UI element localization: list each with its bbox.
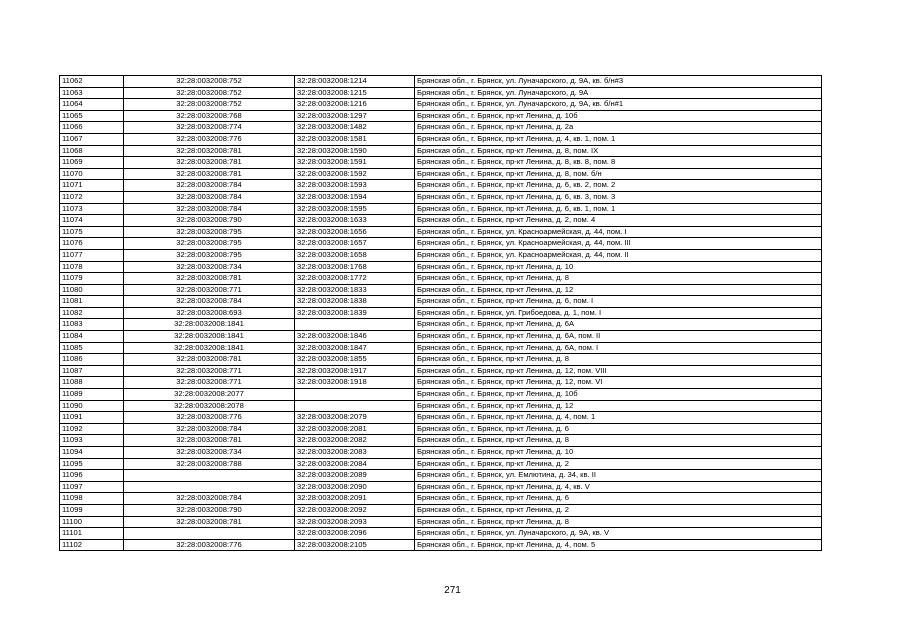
row-number-cell: 11066 [60, 122, 124, 134]
row-number-cell: 11084 [60, 331, 124, 343]
address-cell: Брянская обл., г. Брянск, пр-кт Ленина, д. 8 [415, 354, 822, 366]
address-cell: Брянская обл., г. Брянск, ул. Красноармейская, д. 44, пом. III [415, 238, 822, 250]
parcel-cadastral-number-cell: 32:28:0032008:771 [124, 284, 295, 296]
object-cadastral-number-cell: 32:28:0032008:1917 [295, 365, 415, 377]
table-row [60, 481, 822, 493]
address-cell: Брянская обл., г. Брянск, ул. Луначарского, д. 9А [415, 87, 822, 99]
parcel-cadastral-number-cell: 32:28:0032008:768 [124, 110, 295, 122]
parcel-cadastral-number-cell [124, 528, 295, 540]
row-number-cell: 11092 [60, 423, 124, 435]
table-row [60, 354, 822, 366]
row-number-cell: 11062 [60, 76, 124, 88]
parcel-cadastral-number-cell: 32:28:0032008:774 [124, 122, 295, 134]
table-row [60, 296, 822, 308]
parcel-cadastral-number-cell: 32:28:0032008:693 [124, 307, 295, 319]
row-number-cell: 11077 [60, 249, 124, 261]
row-number-cell: 11067 [60, 133, 124, 145]
address-cell: Брянская обл., г. Брянск, пр-кт Ленина, д. 10 [415, 261, 822, 273]
object-cadastral-number-cell [295, 400, 415, 412]
object-cadastral-number-cell: 32:28:0032008:1482 [295, 122, 415, 134]
parcel-cadastral-number-cell: 32:28:0032008:781 [124, 516, 295, 528]
address-cell: Брянская обл., г. Брянск, пр-кт Ленина, д. 2а [415, 122, 822, 134]
parcel-cadastral-number-cell: 32:28:0032008:781 [124, 273, 295, 285]
parcel-cadastral-number-cell: 32:28:0032008:784 [124, 180, 295, 192]
property-register-table [59, 75, 822, 551]
table-row [60, 412, 822, 424]
row-number-cell: 11096 [60, 470, 124, 482]
object-cadastral-number-cell: 32:28:0032008:2096 [295, 528, 415, 540]
row-number-cell: 11100 [60, 516, 124, 528]
parcel-cadastral-number-cell: 32:28:0032008:752 [124, 99, 295, 111]
parcel-cadastral-number-cell: 32:28:0032008:784 [124, 423, 295, 435]
table-row [60, 273, 822, 285]
row-number-cell: 11097 [60, 481, 124, 493]
address-cell: Брянская обл., г. Брянск, ул. Емлютина, д. 34, кв. II [415, 470, 822, 482]
parcel-cadastral-number-cell: 32:28:0032008:788 [124, 458, 295, 470]
object-cadastral-number-cell: 32:28:0032008:2090 [295, 481, 415, 493]
row-number-cell: 11064 [60, 99, 124, 111]
address-cell: Брянская обл., г. Брянск, пр-кт Ленина, д. 6, кв. 2, пом. 2 [415, 180, 822, 192]
table-row [60, 284, 822, 296]
table-row [60, 516, 822, 528]
parcel-cadastral-number-cell: 32:28:0032008:781 [124, 354, 295, 366]
table-row [60, 435, 822, 447]
object-cadastral-number-cell: 32:28:0032008:1297 [295, 110, 415, 122]
row-number-cell: 11086 [60, 354, 124, 366]
address-cell: Брянская обл., г. Брянск, пр-кт Ленина, д. 10 [415, 447, 822, 459]
object-cadastral-number-cell: 32:28:0032008:1214 [295, 76, 415, 88]
table-row [60, 99, 822, 111]
object-cadastral-number-cell: 32:28:0032008:2081 [295, 423, 415, 435]
table-row [60, 110, 822, 122]
address-cell: Брянская обл., г. Брянск, пр-кт Ленина, д. 4, пом. 5 [415, 539, 822, 551]
row-number-cell: 11085 [60, 342, 124, 354]
row-number-cell: 11098 [60, 493, 124, 505]
table-row [60, 342, 822, 354]
object-cadastral-number-cell: 32:28:0032008:1593 [295, 180, 415, 192]
parcel-cadastral-number-cell: 32:28:0032008:776 [124, 412, 295, 424]
object-cadastral-number-cell: 32:28:0032008:2092 [295, 504, 415, 516]
parcel-cadastral-number-cell: 32:28:0032008:1841 [124, 319, 295, 331]
parcel-cadastral-number-cell: 32:28:0032008:2078 [124, 400, 295, 412]
parcel-cadastral-number-cell: 32:28:0032008:795 [124, 238, 295, 250]
object-cadastral-number-cell: 32:28:0032008:1595 [295, 203, 415, 215]
table-row [60, 423, 822, 435]
table-row [60, 133, 822, 145]
row-number-cell: 11071 [60, 180, 124, 192]
table-row [60, 400, 822, 412]
address-cell: Брянская обл., г. Брянск, пр-кт Ленина, д. 10б [415, 110, 822, 122]
address-cell: Брянская обл., г. Брянск, пр-кт Ленина, д. 2, пом. 4 [415, 215, 822, 227]
address-cell: Брянская обл., г. Брянск, ул. Красноармейская, д. 44, пом. II [415, 249, 822, 261]
row-number-cell: 11081 [60, 296, 124, 308]
address-cell: Брянская обл., г. Брянск, пр-кт Ленина, д. 6, пом. I [415, 296, 822, 308]
parcel-cadastral-number-cell: 32:28:0032008:734 [124, 447, 295, 459]
address-cell: Брянская обл., г. Брянск, пр-кт Ленина, д. 12, пом. VIII [415, 365, 822, 377]
address-cell: Брянская обл., г. Брянск, пр-кт Ленина, д. 8 [415, 516, 822, 528]
address-cell: Брянская обл., г. Брянск, ул. Грибоедова, д. 1, пом. I [415, 307, 822, 319]
parcel-cadastral-number-cell: 32:28:0032008:790 [124, 215, 295, 227]
row-number-cell: 11072 [60, 191, 124, 203]
table-row [60, 389, 822, 401]
parcel-cadastral-number-cell: 32:28:0032008:1841 [124, 331, 295, 343]
row-number-cell: 11091 [60, 412, 124, 424]
parcel-cadastral-number-cell: 32:28:0032008:781 [124, 435, 295, 447]
address-cell: Брянская обл., г. Брянск, пр-кт Ленина, д. 6А, пом. I [415, 342, 822, 354]
object-cadastral-number-cell: 32:28:0032008:1591 [295, 157, 415, 169]
object-cadastral-number-cell: 32:28:0032008:1658 [295, 249, 415, 261]
table-row [60, 249, 822, 261]
object-cadastral-number-cell: 32:28:0032008:2084 [295, 458, 415, 470]
parcel-cadastral-number-cell: 32:28:0032008:784 [124, 296, 295, 308]
table-row [60, 377, 822, 389]
object-cadastral-number-cell: 32:28:0032008:1772 [295, 273, 415, 285]
row-number-cell: 11079 [60, 273, 124, 285]
table-row [60, 76, 822, 88]
table-row [60, 447, 822, 459]
parcel-cadastral-number-cell: 32:28:0032008:752 [124, 76, 295, 88]
object-cadastral-number-cell: 32:28:0032008:2091 [295, 493, 415, 505]
parcel-cadastral-number-cell: 32:28:0032008:2077 [124, 389, 295, 401]
row-number-cell: 11099 [60, 504, 124, 516]
parcel-cadastral-number-cell: 32:28:0032008:784 [124, 191, 295, 203]
address-cell: Брянская обл., г. Брянск, пр-кт Ленина, д. 8, пом. б/н [415, 168, 822, 180]
parcel-cadastral-number-cell: 32:28:0032008:781 [124, 168, 295, 180]
object-cadastral-number-cell: 32:28:0032008:1592 [295, 168, 415, 180]
object-cadastral-number-cell: 32:28:0032008:2105 [295, 539, 415, 551]
table-row [60, 122, 822, 134]
row-number-cell: 11074 [60, 215, 124, 227]
object-cadastral-number-cell [295, 389, 415, 401]
address-cell: Брянская обл., г. Брянск, ул. Луначарского, д. 9А, кв. V [415, 528, 822, 540]
parcel-cadastral-number-cell: 32:28:0032008:790 [124, 504, 295, 516]
parcel-cadastral-number-cell: 32:28:0032008:795 [124, 249, 295, 261]
row-number-cell: 11093 [60, 435, 124, 447]
row-number-cell: 11102 [60, 539, 124, 551]
address-cell: Брянская обл., г. Брянск, ул. Красноармейская, д. 44, пом. I [415, 226, 822, 238]
parcel-cadastral-number-cell: 32:28:0032008:784 [124, 493, 295, 505]
parcel-cadastral-number-cell: 32:28:0032008:784 [124, 203, 295, 215]
parcel-cadastral-number-cell: 32:28:0032008:795 [124, 226, 295, 238]
object-cadastral-number-cell: 32:28:0032008:1594 [295, 191, 415, 203]
row-number-cell: 11069 [60, 157, 124, 169]
address-cell: Брянская обл., г. Брянск, пр-кт Ленина, д. 4, кв. V [415, 481, 822, 493]
row-number-cell: 11070 [60, 168, 124, 180]
address-cell: Брянская обл., г. Брянск, пр-кт Ленина, д. 6, кв. 3, пом. 3 [415, 191, 822, 203]
row-number-cell: 11089 [60, 389, 124, 401]
row-number-cell: 11076 [60, 238, 124, 250]
address-cell: Брянская обл., г. Брянск, пр-кт Ленина, д. 8 [415, 273, 822, 285]
table-row [60, 458, 822, 470]
object-cadastral-number-cell: 32:28:0032008:1768 [295, 261, 415, 273]
register-table-body [60, 76, 822, 551]
address-cell: Брянская обл., г. Брянск, пр-кт Ленина, д. 8, кв. 8, пом. 8 [415, 157, 822, 169]
object-cadastral-number-cell: 32:28:0032008:1838 [295, 296, 415, 308]
object-cadastral-number-cell: 32:28:0032008:2079 [295, 412, 415, 424]
row-number-cell: 11087 [60, 365, 124, 377]
table-row [60, 180, 822, 192]
table-row [60, 307, 822, 319]
object-cadastral-number-cell: 32:28:0032008:1657 [295, 238, 415, 250]
parcel-cadastral-number-cell: 32:28:0032008:1841 [124, 342, 295, 354]
address-cell: Брянская обл., г. Брянск, пр-кт Ленина, д. 2 [415, 458, 822, 470]
object-cadastral-number-cell: 32:28:0032008:1590 [295, 145, 415, 157]
parcel-cadastral-number-cell: 32:28:0032008:752 [124, 87, 295, 99]
table-row [60, 203, 822, 215]
row-number-cell: 11101 [60, 528, 124, 540]
address-cell: Брянская обл., г. Брянск, пр-кт Ленина, д. 8, пом. IX [415, 145, 822, 157]
table-row [60, 238, 822, 250]
parcel-cadastral-number-cell: 32:28:0032008:771 [124, 365, 295, 377]
object-cadastral-number-cell: 32:28:0032008:1847 [295, 342, 415, 354]
object-cadastral-number-cell: 32:28:0032008:1215 [295, 87, 415, 99]
row-number-cell: 11090 [60, 400, 124, 412]
address-cell: Брянская обл., г. Брянск, пр-кт Ленина, д. 10б [415, 389, 822, 401]
row-number-cell: 11095 [60, 458, 124, 470]
page-number: 271 [444, 585, 461, 596]
address-cell: Брянская обл., г. Брянск, ул. Луначарского, д. 9А, кв. б/н#1 [415, 99, 822, 111]
row-number-cell: 11063 [60, 87, 124, 99]
object-cadastral-number-cell: 32:28:0032008:1855 [295, 354, 415, 366]
parcel-cadastral-number-cell: 32:28:0032008:781 [124, 157, 295, 169]
row-number-cell: 11082 [60, 307, 124, 319]
table-row [60, 145, 822, 157]
table-row [60, 319, 822, 331]
table-row [60, 470, 822, 482]
address-cell: Брянская обл., г. Брянск, пр-кт Ленина, д. 2 [415, 504, 822, 516]
object-cadastral-number-cell: 32:28:0032008:2093 [295, 516, 415, 528]
address-cell: Брянская обл., г. Брянск, пр-кт Ленина, д. 6 [415, 493, 822, 505]
address-cell: Брянская обл., г. Брянск, пр-кт Ленина, д. 12 [415, 400, 822, 412]
address-cell: Брянская обл., г. Брянск, пр-кт Ленина, д. 8 [415, 435, 822, 447]
address-cell: Брянская обл., г. Брянск, пр-кт Ленина, д. 12, пом. VI [415, 377, 822, 389]
row-number-cell: 11068 [60, 145, 124, 157]
table-row [60, 226, 822, 238]
object-cadastral-number-cell: 32:28:0032008:2082 [295, 435, 415, 447]
object-cadastral-number-cell [295, 319, 415, 331]
object-cadastral-number-cell: 32:28:0032008:2089 [295, 470, 415, 482]
address-cell: Брянская обл., г. Брянск, пр-кт Ленина, д. 6А, пом. II [415, 331, 822, 343]
row-number-cell: 11080 [60, 284, 124, 296]
parcel-cadastral-number-cell: 32:28:0032008:776 [124, 133, 295, 145]
object-cadastral-number-cell: 32:28:0032008:1846 [295, 331, 415, 343]
parcel-cadastral-number-cell: 32:28:0032008:734 [124, 261, 295, 273]
parcel-cadastral-number-cell [124, 481, 295, 493]
address-cell: Брянская обл., г. Брянск, пр-кт Ленина, д. 6А [415, 319, 822, 331]
address-cell: Брянская обл., г. Брянск, пр-кт Ленина, д. 4, кв. 1, пом. 1 [415, 133, 822, 145]
address-cell: Брянская обл., г. Брянск, пр-кт Ленина, д. 4, пом. 1 [415, 412, 822, 424]
table-row [60, 493, 822, 505]
table-row [60, 168, 822, 180]
row-number-cell: 11078 [60, 261, 124, 273]
table-row [60, 331, 822, 343]
table-row [60, 157, 822, 169]
parcel-cadastral-number-cell [124, 470, 295, 482]
parcel-cadastral-number-cell: 32:28:0032008:771 [124, 377, 295, 389]
address-cell: Брянская обл., г. Брянск, пр-кт Ленина, д. 6 [415, 423, 822, 435]
row-number-cell: 11065 [60, 110, 124, 122]
object-cadastral-number-cell: 32:28:0032008:1581 [295, 133, 415, 145]
table-row [60, 539, 822, 551]
object-cadastral-number-cell: 32:28:0032008:1918 [295, 377, 415, 389]
table-row [60, 215, 822, 227]
object-cadastral-number-cell: 32:28:0032008:2083 [295, 447, 415, 459]
address-cell: Брянская обл., г. Брянск, ул. Луначарского, д. 9А, кв. б/н#3 [415, 76, 822, 88]
row-number-cell: 11088 [60, 377, 124, 389]
row-number-cell: 11075 [60, 226, 124, 238]
object-cadastral-number-cell: 32:28:0032008:1216 [295, 99, 415, 111]
table-row [60, 365, 822, 377]
object-cadastral-number-cell: 32:28:0032008:1633 [295, 215, 415, 227]
object-cadastral-number-cell: 32:28:0032008:1833 [295, 284, 415, 296]
object-cadastral-number-cell: 32:28:0032008:1656 [295, 226, 415, 238]
table-row [60, 87, 822, 99]
table-row [60, 261, 822, 273]
object-cadastral-number-cell: 32:28:0032008:1839 [295, 307, 415, 319]
address-cell: Брянская обл., г. Брянск, пр-кт Ленина, д. 6, кв. 1, пом. 1 [415, 203, 822, 215]
row-number-cell: 11073 [60, 203, 124, 215]
row-number-cell: 11083 [60, 319, 124, 331]
address-cell: Брянская обл., г. Брянск, пр-кт Ленина, д. 12 [415, 284, 822, 296]
table-row [60, 191, 822, 203]
table-row [60, 528, 822, 540]
parcel-cadastral-number-cell: 32:28:0032008:781 [124, 145, 295, 157]
row-number-cell: 11094 [60, 447, 124, 459]
parcel-cadastral-number-cell: 32:28:0032008:776 [124, 539, 295, 551]
table-row [60, 504, 822, 516]
